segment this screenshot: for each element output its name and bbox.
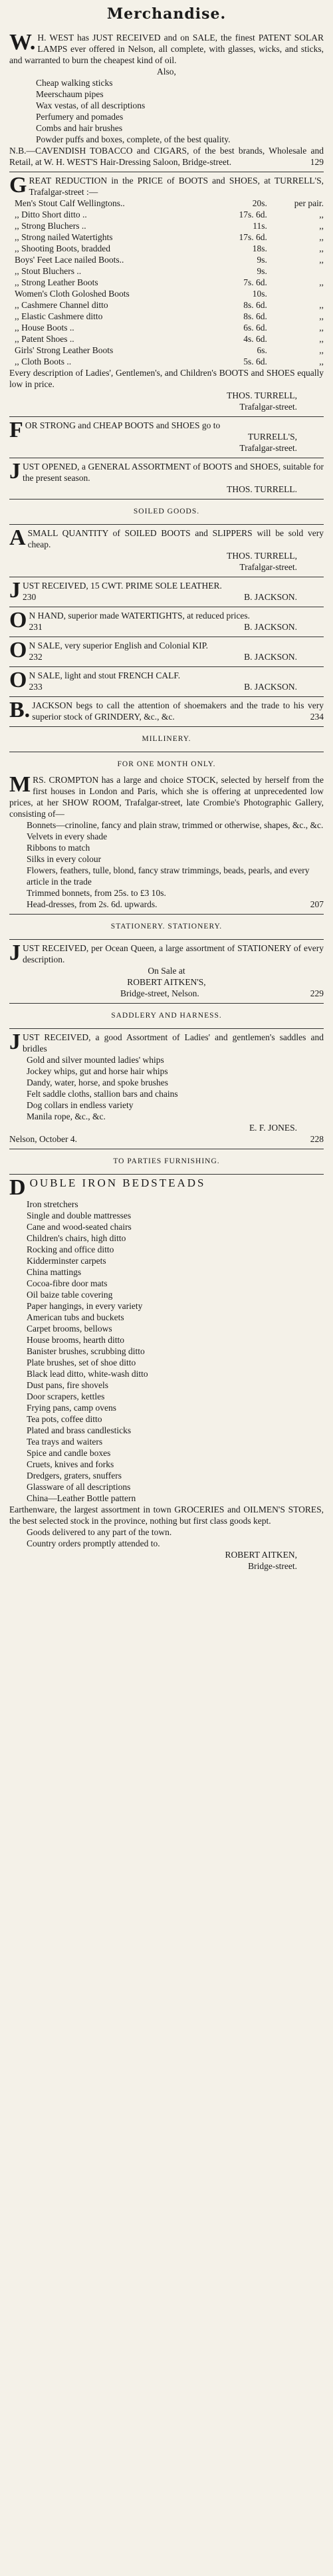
price-item: ,, Strong Leather Boots bbox=[15, 277, 98, 287]
list-item: Velvets in every shade bbox=[27, 831, 108, 841]
list-item: Glassware of all descriptions bbox=[27, 1482, 131, 1492]
ad-footer-text bbox=[9, 145, 324, 168]
price-row bbox=[9, 254, 324, 265]
price-value: 10s. bbox=[252, 289, 267, 299]
list-item: Iron stretchers bbox=[27, 1199, 78, 1209]
delivery-note: Goods delivered to any part of the town. bbox=[27, 1527, 172, 1537]
ad-lead-text: FOR STRONG and CHEAP BOOTS and SHOES go to bbox=[9, 418, 221, 442]
price-unit: ,, bbox=[319, 255, 324, 265]
price-unit: ,, bbox=[319, 277, 324, 287]
item-list bbox=[9, 819, 324, 910]
list-item: Black lead ditto, white-wash ditto bbox=[27, 1369, 148, 1379]
section-subheading: SOILED GOODS. bbox=[9, 500, 324, 525]
price-item: ,, House Boots .. bbox=[15, 323, 74, 333]
list-item: Spice and candle boxes bbox=[27, 1448, 111, 1458]
price-unit bbox=[267, 288, 324, 299]
price-unit: ,, bbox=[319, 345, 324, 355]
price-row bbox=[9, 209, 324, 220]
price-value: 8s. 6d. bbox=[243, 300, 267, 310]
signature: B. JACKSON. bbox=[244, 592, 297, 602]
signature: THOS. TURRELL, bbox=[227, 551, 297, 561]
price-row bbox=[9, 322, 324, 333]
price-value: 17s. 6d. bbox=[239, 232, 267, 242]
price-item: ,, Cashmere Channel ditto bbox=[15, 300, 108, 310]
price-row bbox=[9, 198, 324, 209]
list-item: Paper hangings, in every variety bbox=[27, 1301, 143, 1311]
list-item: House brooms, hearth ditto bbox=[27, 1335, 124, 1345]
ad-ref-number: 231 bbox=[29, 622, 43, 632]
price-row bbox=[9, 356, 324, 367]
list-item: Manila rope, &c., &c. bbox=[27, 1111, 106, 1121]
price-item: Women's Cloth Goloshed Boots bbox=[15, 289, 130, 299]
list-item: Felt saddle cloths, stallion bars and chains bbox=[27, 1089, 178, 1099]
list-item: Cocoa-fibre door mats bbox=[27, 1278, 108, 1288]
ad-lead-text: JUST RECEIVED, 15 CWT. PRIME SOLE LEATHER. bbox=[9, 578, 222, 603]
signature: THOS. TURRELL, bbox=[227, 390, 297, 400]
list-item: Silks in every colour bbox=[27, 854, 102, 864]
ad-ref-number: 232 bbox=[29, 652, 43, 662]
price-value: 4s. 6d. bbox=[243, 334, 267, 344]
list-item: Powder puffs and boxes, complete, of the best quality. bbox=[36, 134, 231, 144]
price-value: 9s. bbox=[257, 266, 267, 276]
price-unit: ,, bbox=[319, 311, 324, 321]
price-item: ,, Strong Bluchers .. bbox=[15, 221, 86, 231]
list-item: Dandy, water, horse, and spoke brushes bbox=[27, 1077, 169, 1087]
signature: B. JACKSON. bbox=[244, 622, 297, 632]
list-item: Wax vestas, of all descriptions bbox=[36, 100, 146, 110]
ad-turrell-strong bbox=[9, 417, 324, 458]
price-item: ,, Stout Bluchers .. bbox=[15, 266, 82, 276]
price-value: 5s. 6d. bbox=[243, 357, 267, 366]
signature-row bbox=[29, 681, 324, 692]
ad-lead-text: ON SALE, light and stout FRENCH CALF. bbox=[9, 668, 181, 692]
list-item: Dredgers, graters, snuffers bbox=[27, 1471, 122, 1481]
ad-jackson-calf bbox=[9, 667, 324, 697]
price-item: ,, Patent Shoes .. bbox=[15, 334, 74, 344]
ad-lead-text: ON HAND, superior made WATERTIGHTS, at reduced prices. bbox=[9, 608, 251, 633]
price-unit: ,, bbox=[319, 323, 324, 333]
ad-jones-saddlery bbox=[9, 1029, 324, 1149]
ad-lead-text bbox=[9, 700, 324, 722]
list-item: Perfumery and pomades bbox=[36, 112, 124, 122]
list-item: Ribbons to match bbox=[27, 843, 90, 853]
price-item: ,, Shooting Boots, bradded bbox=[15, 243, 110, 253]
price-item: ,, Elastic Cashmere ditto bbox=[15, 311, 103, 321]
list-item: Door scrapers, kettles bbox=[27, 1391, 105, 1401]
ad-ref-number: 230 bbox=[23, 592, 37, 602]
price-value: 20s. bbox=[252, 198, 267, 208]
list-item: Combs and hair brushes bbox=[36, 123, 123, 133]
signature: THOS. TURRELL. bbox=[227, 484, 297, 494]
list-item: Cheap walking sticks bbox=[36, 78, 113, 88]
price-unit: ,, bbox=[319, 221, 324, 231]
ad-crompton-millinery bbox=[9, 772, 324, 915]
ad-body: B.JACKSON begs to call the attention of shoemakers and the trade to his very superior stock of GRINDERY, &c., &c. bbox=[9, 698, 324, 722]
ad-lead-text: GREAT REDUCTION in the PRICE of BOOTS and SHOES, at TURRELL'S, Trafalgar-street :— bbox=[9, 173, 324, 198]
address: Trafalgar-street. bbox=[239, 402, 297, 412]
price-value: 7s. 6d. bbox=[243, 277, 267, 287]
ad-footer-text: Every description of Ladies', Gentlemen's, and Children's BOOTS and SHOES equally low in price. bbox=[9, 368, 324, 389]
ad-ref-number: 228 bbox=[310, 1134, 324, 1144]
ad-lead-text: W.H. WEST has JUST RECEIVED and on SALE, the finest PATENT SOLAR LAMPS ever offered in Nelson, all complete, with glasses, wicks, and sticks, and warranted to burn the cheapest kind of oil. bbox=[9, 30, 324, 65]
price-item: ,, Cloth Boots .. bbox=[15, 357, 72, 366]
price-row bbox=[9, 277, 324, 288]
price-item: Men's Stout Calf Wellingtons.. bbox=[15, 198, 125, 208]
address: Bridge-street, Nelson. bbox=[120, 988, 199, 998]
list-item: Tea trays and waiters bbox=[27, 1437, 103, 1447]
list-item: Carpet brooms, bellows bbox=[27, 1324, 112, 1334]
section-subheading: STATIONERY. STATIONERY. bbox=[9, 915, 324, 940]
price-item: ,, Ditto Short ditto .. bbox=[15, 210, 87, 219]
ad-footer-text: Earthenware, the largest assortment in town GROCERIES and OILMEN'S STORES, the best selected stock in the province, nothing but first class goods kept. bbox=[9, 1504, 324, 1526]
price-unit: ,, bbox=[319, 243, 324, 253]
address-row bbox=[9, 988, 324, 999]
section-subheading: MILLINERY. bbox=[9, 727, 324, 752]
address: Trafalgar-street. bbox=[239, 562, 297, 572]
ad-lead-text: ASMALL QUANTITY of SOILED BOOTS and SLIPPERS will be sold very cheap. bbox=[9, 525, 324, 550]
list-item: Plated and brass candlesticks bbox=[27, 1425, 132, 1435]
list-item: Banister brushes, scrubbing ditto bbox=[27, 1346, 145, 1356]
item-list bbox=[9, 1199, 324, 1504]
signature: E. F. JONES. bbox=[249, 1123, 297, 1133]
list-item: Flowers, feathers, tulle, blond, fancy straw trimmings, beads, pearls, and every article in the trade bbox=[27, 865, 310, 887]
ad-lead-text: JUST OPENED, a GENERAL ASSORTMENT of BOOTS and SHOES, suitable for the present season. bbox=[9, 459, 324, 484]
price-row bbox=[9, 231, 324, 243]
price-row bbox=[9, 345, 324, 356]
ad-jackson-kip bbox=[9, 637, 324, 667]
ad-jackson-grindery bbox=[9, 697, 324, 727]
signature: ROBERT AITKEN, bbox=[225, 1550, 297, 1560]
price-row bbox=[9, 311, 324, 322]
country-note: Country orders promptly attended to. bbox=[27, 1538, 160, 1548]
ad-jackson-watertights bbox=[9, 607, 324, 637]
ad-ref-number: 234 bbox=[310, 712, 324, 722]
list-item: Tea pots, coffee ditto bbox=[27, 1414, 102, 1424]
price-value: 11s. bbox=[253, 221, 267, 231]
address: Trafalgar-street. bbox=[239, 443, 297, 453]
signature: TURRELL'S, bbox=[247, 432, 297, 442]
item-list bbox=[9, 77, 324, 145]
list-item: Meerschaum pipes bbox=[36, 89, 104, 99]
signature-row bbox=[23, 591, 324, 603]
price-table bbox=[9, 198, 324, 367]
price-unit: ,, bbox=[319, 232, 324, 242]
signature: B. JACKSON. bbox=[244, 682, 297, 692]
price-row bbox=[9, 288, 324, 299]
ad-jackson-leather bbox=[9, 577, 324, 607]
section-heading: Merchandise. bbox=[106, 5, 227, 23]
price-value: 8s. 6d. bbox=[243, 311, 267, 321]
price-value: 17s. 6d. bbox=[239, 210, 267, 219]
ad-soiled-goods bbox=[9, 525, 324, 577]
sale-label: On Sale at bbox=[148, 966, 185, 976]
ad-turrell-opened bbox=[9, 458, 324, 500]
ad-turrell-reduction bbox=[9, 172, 324, 417]
ad-lead-text: MRS. CROMPTON has a large and choice STOCK, selected by herself from the first houses in London and Paris, which she is offering at unprecedented low prices, at her SHOW ROOM, Trafalgar-street, late Crombie's Photographic Gallery, consisting of— bbox=[9, 772, 324, 819]
item-list bbox=[9, 1054, 324, 1122]
list-item: Bonnets—crinoline, fancy and plain straw, trimmed or otherwise, shapes, &c., &c. bbox=[27, 820, 324, 830]
price-unit: ,, bbox=[319, 334, 324, 344]
signature-row bbox=[29, 621, 324, 633]
list-item: Dust pans, fire shovels bbox=[27, 1380, 108, 1390]
list-item: Frying pans, camp ovens bbox=[27, 1403, 116, 1413]
list-item: American tubs and buckets bbox=[27, 1312, 124, 1322]
price-unit: ,, bbox=[319, 357, 324, 366]
price-row bbox=[9, 299, 324, 311]
list-item: Trimmed bonnets, from 25s. to £3 10s. bbox=[27, 888, 166, 898]
signature-row bbox=[29, 651, 324, 662]
list-item: Plate brushes, set of shoe ditto bbox=[27, 1358, 136, 1367]
section-subheading: FOR ONE MONTH ONLY. bbox=[117, 760, 216, 768]
list-item: Jockey whips, gut and horse hair whips bbox=[27, 1066, 168, 1076]
ad-date: Nelson, October 4. bbox=[9, 1134, 77, 1144]
ad-west-lamps bbox=[9, 29, 324, 172]
price-value: 6s. 6d. bbox=[243, 323, 267, 333]
list-item: Gold and silver mounted ladies' whips bbox=[27, 1055, 164, 1065]
address: Bridge-street. bbox=[248, 1561, 297, 1571]
price-item: Girls' Strong Leather Boots bbox=[15, 345, 114, 355]
list-item: Kidderminster carpets bbox=[27, 1256, 106, 1266]
ad-lead-text: JUST RECEIVED, per Ocean Queen, a large assortment of STATIONERY of every description. bbox=[9, 940, 324, 965]
price-value: 18s. bbox=[252, 243, 267, 253]
list-item: Head-dresses, from 2s. 6d. upwards. bbox=[27, 899, 158, 909]
list-item: China—Leather Bottle pattern bbox=[27, 1493, 136, 1503]
ad-lead-text: DOUBLE IRON BEDSTEADS bbox=[9, 1175, 206, 1200]
footer-text: N.B.—CAVENDISH TOBACCO and CIGARS, of the best brands, Wholesale and Retail, at W. H. WEST'S Hair-Dressing Saloon, Bridge-street. bbox=[9, 146, 324, 167]
ad-aitken-stationery bbox=[9, 940, 324, 1004]
price-row bbox=[9, 220, 324, 231]
price-unit bbox=[267, 265, 324, 277]
list-item: Oil baize table covering bbox=[27, 1290, 113, 1300]
price-unit: per pair. bbox=[294, 198, 324, 208]
date-row bbox=[9, 1133, 324, 1145]
merchant-name: ROBERT AITKEN'S, bbox=[127, 977, 206, 987]
price-item: ,, Strong nailed Watertights bbox=[15, 232, 113, 242]
ad-lead-text: ON SALE, very superior English and Colonial KIP. bbox=[9, 638, 209, 662]
ad-lead-text: JUST RECEIVED, a good Assortment of Ladies' and gentlemen's saddles and bridles bbox=[9, 1030, 324, 1054]
list-item: Cruets, knives and forks bbox=[27, 1459, 114, 1469]
also-label: Also, bbox=[157, 67, 176, 76]
section-subheading: SADDLERY AND HARNESS. bbox=[9, 1004, 324, 1029]
signature: B. JACKSON. bbox=[244, 652, 297, 662]
section-subheading: TO PARTIES FURNISHING. bbox=[9, 1149, 324, 1175]
list-item: China mattings bbox=[27, 1267, 82, 1277]
ad-ref-number: 129 bbox=[310, 157, 324, 167]
list-item: Single and double mattresses bbox=[27, 1211, 132, 1220]
list-item: Children's chairs, high ditto bbox=[27, 1233, 126, 1243]
price-unit: ,, bbox=[319, 300, 324, 310]
list-item: Dog collars in endless variety bbox=[27, 1100, 134, 1110]
price-row bbox=[9, 333, 324, 345]
ad-ref-number: 207 bbox=[310, 899, 324, 909]
price-value: 9s. bbox=[257, 255, 267, 265]
list-item: Cane and wood-seated chairs bbox=[27, 1222, 132, 1232]
ad-ref-number: 229 bbox=[310, 988, 324, 998]
price-row bbox=[9, 265, 324, 277]
ad-aitken-furnishing bbox=[9, 1175, 324, 1576]
list-item: Rocking and office ditto bbox=[27, 1244, 114, 1254]
price-value: 6s. bbox=[257, 345, 267, 355]
list-item-row bbox=[27, 899, 324, 910]
price-row bbox=[9, 243, 324, 254]
price-unit: ,, bbox=[319, 210, 324, 219]
price-item: Boys' Feet Lace nailed Boots.. bbox=[15, 255, 124, 265]
ad-ref-number: 233 bbox=[29, 682, 43, 692]
